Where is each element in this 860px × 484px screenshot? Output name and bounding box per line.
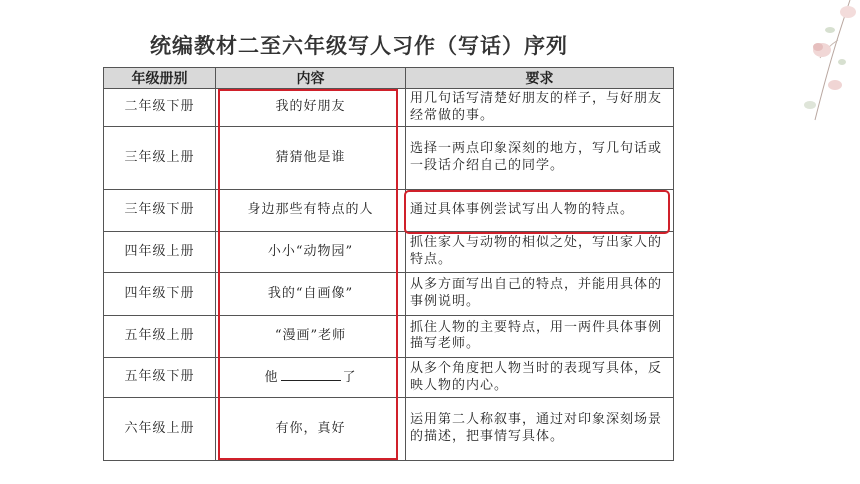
grade-cell: 四年级下册	[104, 273, 216, 315]
requirement-cell: 运用第二人称叙事，通过对印象深刻场景的描述，把事情写具体。	[406, 398, 674, 461]
header-grade: 年级册别	[104, 68, 216, 89]
content-cell: 小小“动物园”	[216, 232, 406, 273]
grade-cell: 六年级上册	[104, 398, 216, 461]
content-cell: 猜猜他是谁	[216, 127, 406, 190]
content-cell: 我的“自画像”	[216, 273, 406, 315]
requirement-cell: 抓住人物的主要特点，用一两件具体事例描写老师。	[406, 315, 674, 357]
requirement-cell: 从多方面写出自己的特点，并能用具体的事例说明。	[406, 273, 674, 315]
content-cell: 有你，真好	[216, 398, 406, 461]
writing-sequence-table-wrap	[103, 67, 673, 461]
table-row	[104, 398, 674, 461]
requirement-cell: 抓住家人与动物的相似之处，写出家人的特点。	[406, 232, 674, 273]
requirement-cell: 从多个角度把人物当时的表现写具体，反映人物的内心。	[406, 358, 674, 398]
table-row	[104, 358, 674, 398]
requirement-cell: 选择一两点印象深刻的地方，写几句话或一段话介绍自己的同学。	[406, 127, 674, 190]
grade-cell: 三年级下册	[104, 189, 216, 231]
grade-cell: 三年级上册	[104, 127, 216, 190]
content-cell	[216, 358, 406, 398]
table-row	[104, 273, 674, 315]
grade-cell: 五年级上册	[104, 315, 216, 357]
grade-cell: 二年级下册	[104, 89, 216, 127]
grade-cell: 四年级上册	[104, 232, 216, 273]
requirement-cell: 通过具体事例尝试写出人物的特点。	[406, 189, 674, 231]
table-row	[104, 127, 674, 190]
content-suffix: 了	[342, 370, 357, 386]
table-row	[104, 89, 674, 127]
table-row	[104, 315, 674, 357]
table-row	[104, 232, 674, 273]
content-cell: “漫画”老师	[216, 315, 406, 357]
fill-in-blank	[281, 368, 341, 381]
floral-decoration	[790, 0, 860, 130]
header-requirement: 要求	[406, 68, 674, 89]
table-header-row	[104, 68, 674, 89]
writing-sequence-table	[103, 67, 674, 461]
table-row	[104, 189, 674, 231]
content-prefix: 他	[264, 370, 279, 386]
grade-cell: 五年级下册	[104, 358, 216, 398]
content-cell: 身边那些有特点的人	[216, 189, 406, 231]
content-cell: 我的好朋友	[216, 89, 406, 127]
page-title: 统编教材二至六年级写人习作（写话）序列	[150, 34, 568, 58]
requirement-cell: 用几句话写清楚好朋友的样子，与好朋友经常做的事。	[406, 89, 674, 127]
header-content: 内容	[216, 68, 406, 89]
